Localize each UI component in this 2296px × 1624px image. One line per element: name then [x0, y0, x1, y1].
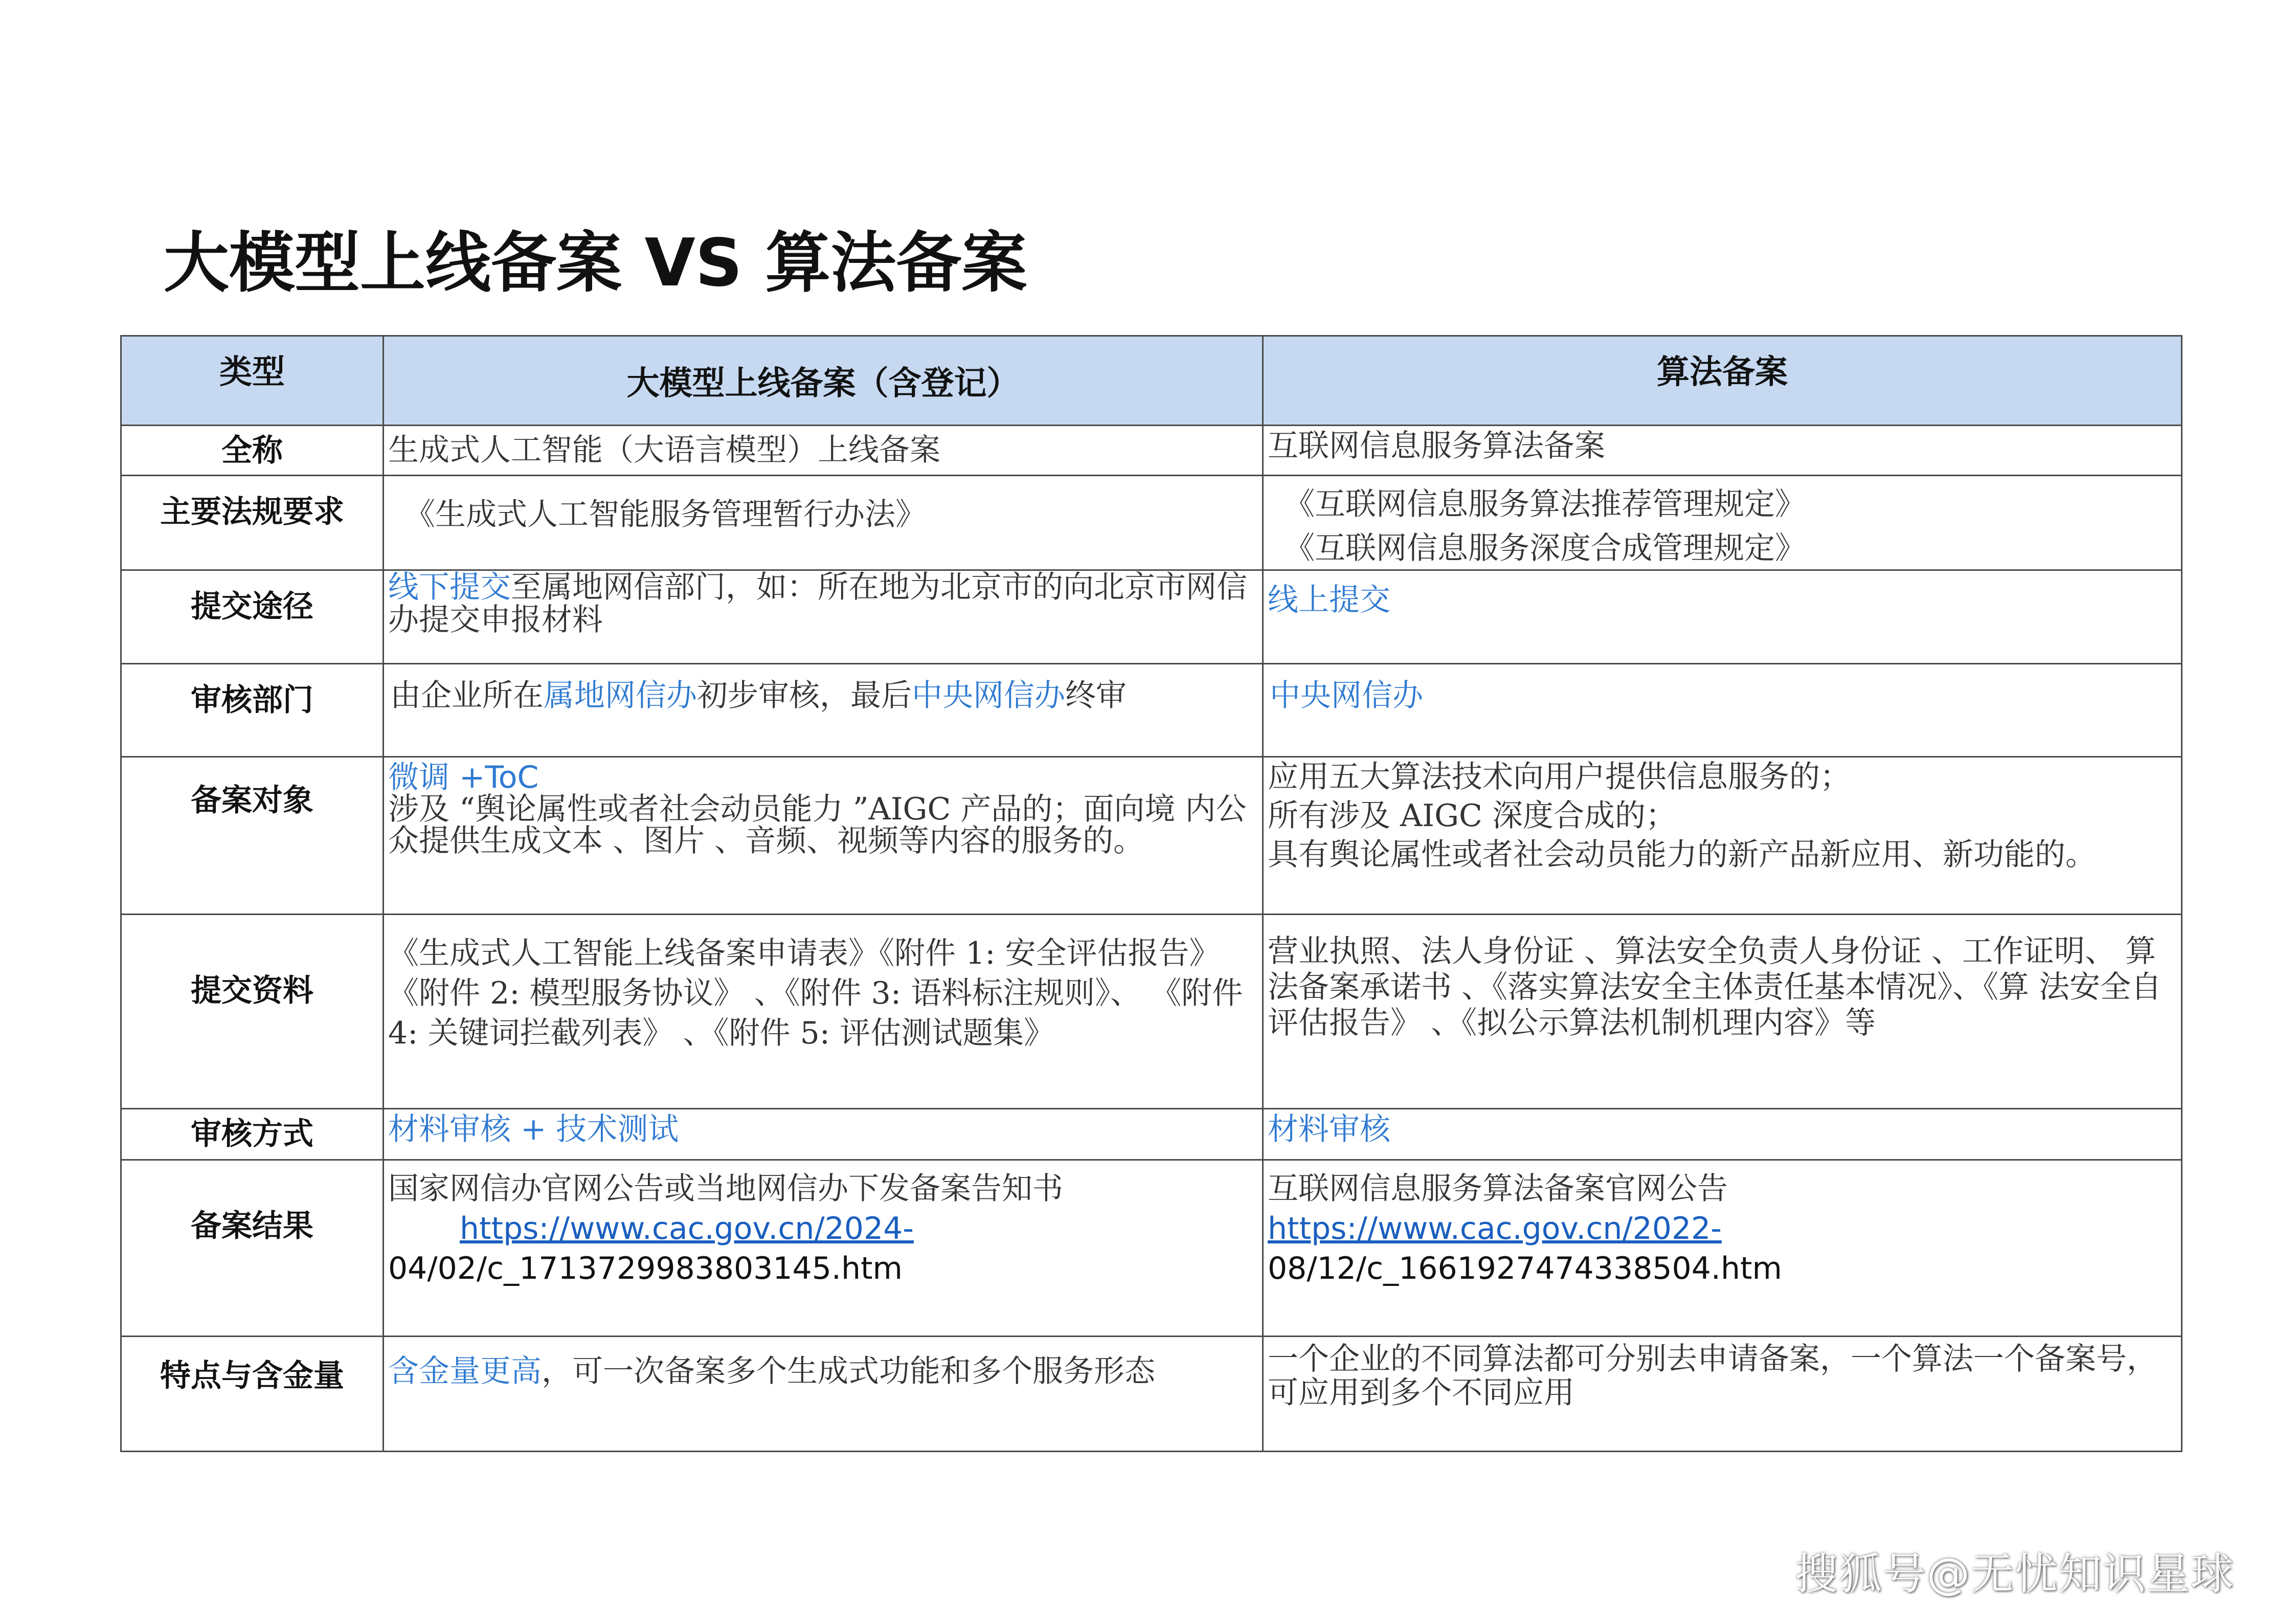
- row-label: 审核部门: [121, 664, 384, 757]
- row-label: 提交资料: [121, 915, 384, 1109]
- row-label: 提交途径: [121, 570, 384, 664]
- table-header-row: [121, 336, 2182, 426]
- table-row-submission-channel: [121, 570, 2182, 664]
- header-type: 类型: [121, 336, 384, 426]
- cell-llm: 由企业所在属地网信办初步审核，最后中央网信办终审: [384, 664, 1263, 757]
- header-algorithm-filing: 算法备案: [1263, 336, 2182, 426]
- cell-llm: 材料审核 + 技术测试: [384, 1109, 1263, 1160]
- cell-algo: 线上提交: [1263, 570, 2182, 664]
- cell-algo: 《互联网信息服务算法推荐管理规定》 《互联网信息服务深度合成管理规定》: [1263, 476, 2182, 570]
- table-row-review-dept: [121, 664, 2182, 757]
- table-row-full-name: [121, 426, 2182, 476]
- table-row-review-method: [121, 1109, 2182, 1160]
- cell-algo: 互联网信息服务算法备案官网公告 https://www.cac.gov.cn/2022- 08/12/c_1661927474338504.htm: [1263, 1160, 2182, 1337]
- cell-algo: 材料审核: [1263, 1109, 2182, 1160]
- row-label: 备案对象: [121, 757, 384, 915]
- row-label: 全称: [121, 426, 384, 476]
- cell-llm: 生成式人工智能（大语言模型）上线备案: [384, 426, 1263, 476]
- cell-llm: 含金量更高，可一次备案多个生成式功能和多个服务形态: [384, 1337, 1263, 1452]
- table-row-filing-object: [121, 757, 2182, 915]
- row-label: 备案结果: [121, 1160, 384, 1337]
- cell-llm: 微调 +ToC 涉及 “舆论属性或者社会动员能力 ”AIGC 产品的；面向境 内公众提供生成文本 、图片 、音频、视频等内容的服务的。: [384, 757, 1263, 915]
- page-title: 大模型上线备案 VS 算法备案: [164, 225, 1027, 301]
- comparison-table: [120, 335, 2182, 1452]
- cell-llm: 线下提交至属地网信部门，如：所在地为北京市的向北京市网信办提交申报材料: [384, 570, 1263, 664]
- header-llm-filing: 大模型上线备案（含登记）: [384, 336, 1263, 426]
- row-label: 特点与含金量: [121, 1337, 384, 1452]
- cell-algo: 营业执照、法人身份证 、算法安全负责人身份证 、工作证明、 算法备案承诺书 、《落实算法安全主体责任基本情况》、《算 法安全自评估报告》 、《拟公示算法机制机理内容》等: [1263, 915, 2182, 1109]
- table-row-materials: [121, 915, 2182, 1109]
- row-label: 主要法规要求: [121, 476, 384, 570]
- row-label: 审核方式: [121, 1109, 384, 1160]
- cell-algo: 互联网信息服务算法备案: [1263, 426, 2182, 476]
- table-row-regulations: [121, 476, 2182, 570]
- cell-algo: 一个企业的不同算法都可分别去申请备案，一个算法一个备案号，可应用到多个不同应用: [1263, 1337, 2182, 1452]
- cell-llm: 《生成式人工智能服务管理暂行办法》: [384, 476, 1263, 570]
- cell-algo: 中央网信办: [1263, 664, 2182, 757]
- cell-algo: 应用五大算法技术向用户提供信息服务的； 所有涉及 AIGC 深度合成的； 具有舆论属性或者社会动员能力的新产品新应用、新功能的。: [1263, 757, 2182, 915]
- cell-llm: 国家网信办官网公告或当地网信办下发备案告知书 https://www.cac.gov.cn/2024- 04/02/c_1713729983803145.htm: [384, 1160, 1263, 1337]
- table-row-value: [121, 1337, 2182, 1452]
- watermark: 搜狐号@无忧知识星球: [1794, 1549, 2235, 1599]
- llm-result-link[interactable]: https://www.cac.gov.cn/2024-: [460, 1211, 914, 1247]
- cell-llm: 《生成式人工智能上线备案申请表》《附件 1: 安全评估报告》《附件 2: 模型服务协议》 、《附件 3: 语料标注规则》、 《附件 4: 关键词拦截列表》 、《附件 5: 评估测试题集》: [384, 915, 1263, 1109]
- algo-result-link[interactable]: https://www.cac.gov.cn/2022-: [1268, 1211, 1722, 1247]
- table-row-filing-result: [121, 1160, 2182, 1337]
